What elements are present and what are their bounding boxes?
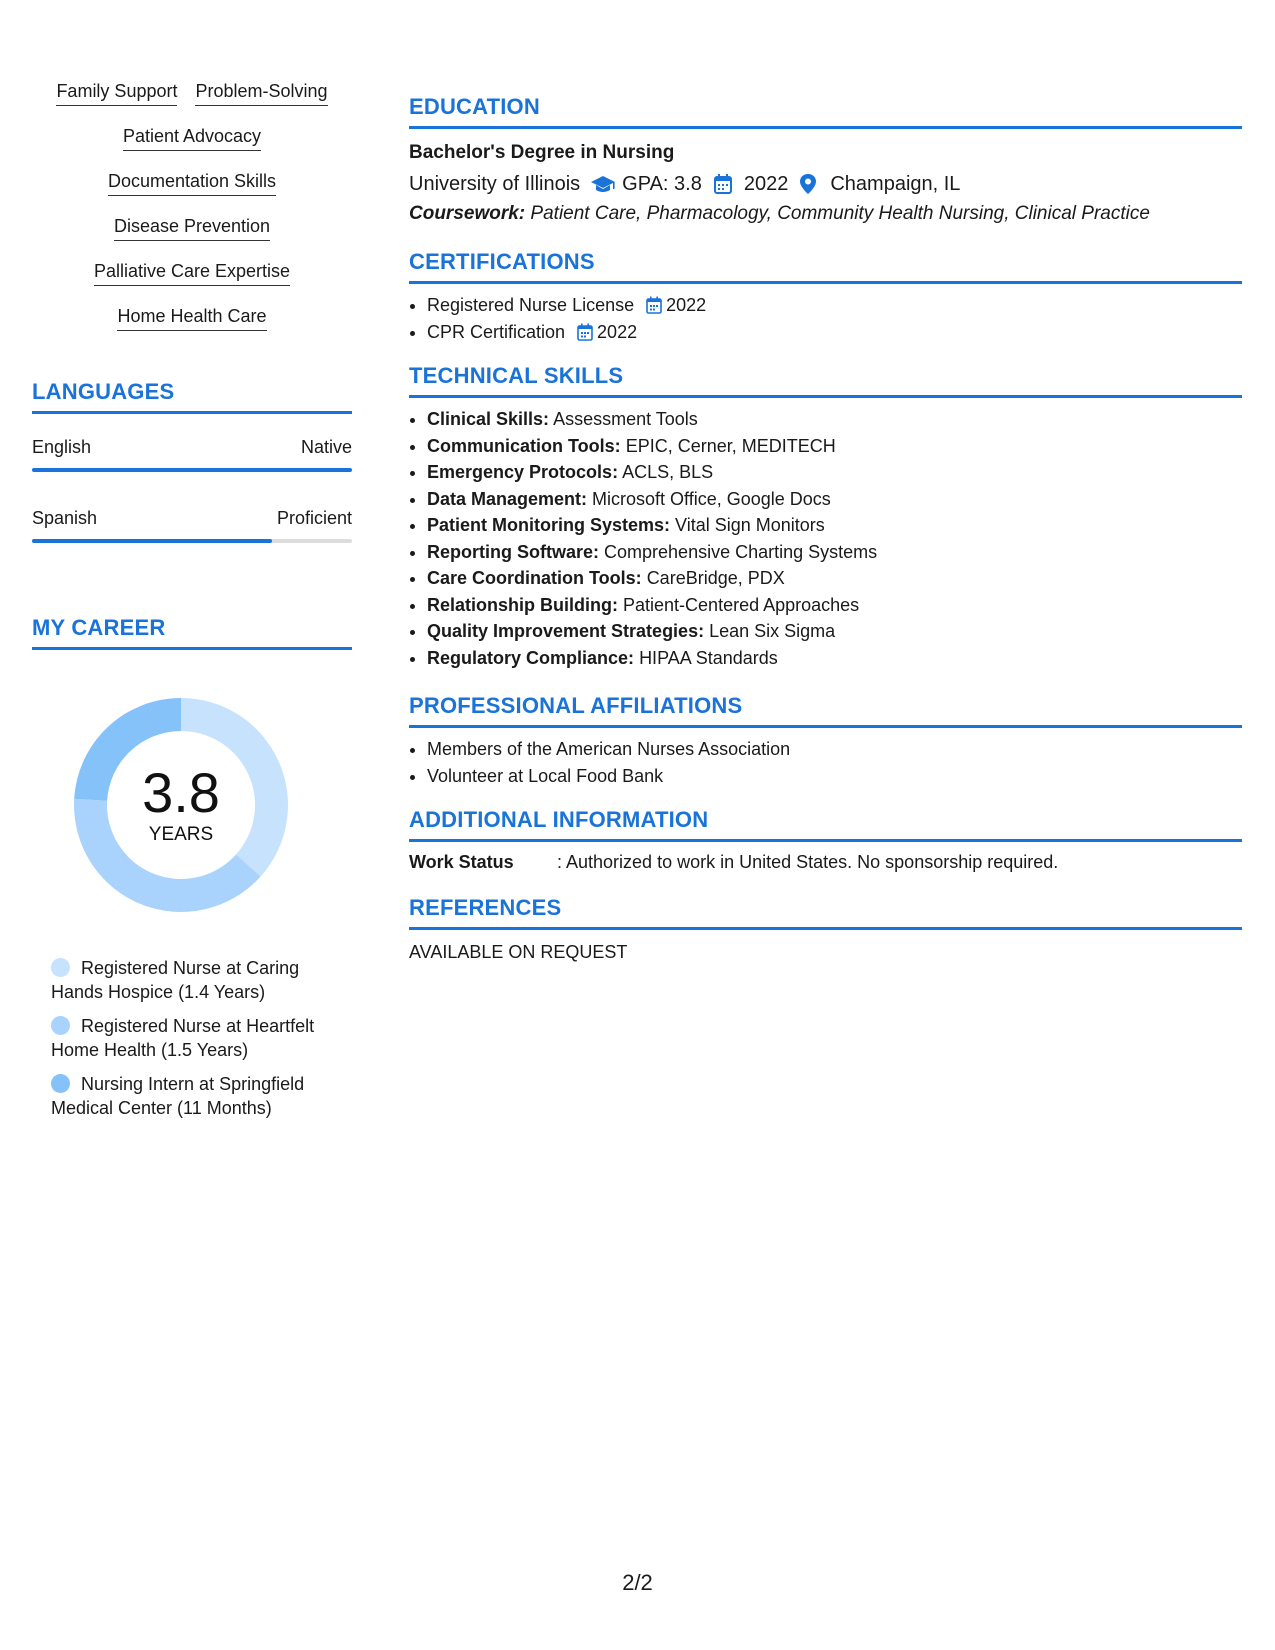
career-donut-chart — [66, 690, 296, 920]
skill-value: Lean Six Sigma — [709, 621, 836, 641]
certification-name: Registered Nurse License — [427, 295, 635, 315]
career-legend-item — [51, 1014, 331, 1062]
language-name: Spanish — [32, 508, 98, 528]
technical-skill-item — [427, 406, 1242, 433]
certifications-title: CERTIFICATIONS — [409, 249, 1242, 284]
career-label: Nursing Intern at Springfield Medical Center (11 Months) — [51, 1074, 305, 1118]
language-item — [32, 436, 352, 472]
skill-category: Communication Tools: — [427, 435, 621, 456]
legend-dot — [51, 958, 70, 977]
career-legend — [51, 956, 331, 1120]
skill-tag: Palliative Care Expertise — [94, 260, 290, 286]
skill-tag: Home Health Care — [117, 305, 266, 331]
affiliation-item: • Volunteer at Local Food Bank — [427, 763, 1242, 790]
education-meta — [409, 171, 1242, 197]
technical-skill-item — [427, 565, 1242, 592]
skill-value: Microsoft Office, Google Docs — [592, 488, 831, 509]
language-level: Proficient — [276, 508, 352, 528]
additional-info-title: ADDITIONAL INFORMATION — [409, 807, 1242, 842]
certification-item — [427, 319, 1242, 346]
certification-item — [427, 292, 1242, 319]
technical-skill-item — [427, 645, 1242, 672]
references-text: AVAILABLE ON REQUEST — [409, 942, 628, 962]
page-number: 2/2 — [622, 1570, 653, 1595]
certification-name: CPR Certification — [427, 321, 566, 342]
certifications-section — [409, 249, 1242, 345]
technical-skill-item — [427, 486, 1242, 513]
technical-skill-item — [427, 592, 1242, 619]
skill-tag: Documentation Skills — [108, 170, 276, 196]
location-pin-icon — [798, 173, 822, 195]
language-level-fill — [32, 468, 352, 472]
coursework-label: Coursework: — [409, 203, 526, 224]
affiliations-title: PROFESSIONAL AFFILIATIONS — [409, 693, 1242, 728]
location: Champaign, IL — [830, 173, 961, 195]
calendar-icon — [577, 322, 593, 340]
skill-category: Relationship Building: — [427, 594, 618, 615]
degree: Bachelor's Degree in Nursing — [409, 142, 675, 163]
career-legend-item — [51, 1072, 331, 1120]
career-total: 3.8 — [142, 761, 220, 824]
education-section — [409, 94, 1242, 227]
skill-category: Patient Monitoring Systems: — [427, 515, 671, 535]
right-column — [409, 94, 1242, 977]
skill-category: Clinical Skills: — [427, 409, 550, 429]
career-legend-item — [51, 956, 331, 1004]
language-item — [32, 507, 352, 543]
technical-skills-title: TECHNICAL SKILLS — [409, 363, 1242, 398]
skill-category: Data Management: — [427, 488, 588, 509]
skill-category: Quality Improvement Strategies: — [427, 621, 705, 641]
career-section — [32, 615, 352, 1120]
skill-category: Care Coordination Tools: — [427, 568, 642, 588]
school: University of Illinois — [409, 173, 581, 195]
language-level: Native — [300, 437, 352, 457]
coursework-list: Patient Care, Pharmacology, Community Health Nursing, Clinical Practice — [530, 203, 1150, 224]
skill-tag: Problem-Solving — [195, 80, 327, 106]
work-status-label: Work Status — [409, 852, 514, 872]
skill-value: CareBridge, PDX — [646, 568, 785, 588]
references-section — [409, 895, 1242, 963]
legend-dot — [51, 1016, 70, 1035]
technical-skill-item — [427, 539, 1242, 566]
language-level-bar — [32, 468, 352, 472]
skill-tag: Disease Prevention — [114, 215, 270, 241]
education-title: EDUCATION — [409, 94, 1242, 129]
skills-list — [32, 80, 352, 331]
skill-value: Assessment Tools — [553, 409, 698, 429]
career-title: MY CAREER — [32, 615, 352, 650]
language-level-bar — [32, 539, 352, 543]
technical-skill-item — [427, 459, 1242, 486]
coursework — [409, 201, 1242, 227]
graduation-year: 2022 — [743, 173, 789, 195]
technical-skill-item — [427, 618, 1242, 645]
technical-skills-section — [409, 363, 1242, 671]
technical-skill-item — [427, 512, 1242, 539]
skill-tag: Patient Advocacy — [123, 125, 261, 151]
additional-info-section — [409, 807, 1242, 873]
skill-value: Vital Sign Monitors — [675, 515, 825, 535]
career-label: Registered Nurse at Heartfelt Home Health (1.5 Years) — [51, 1016, 315, 1060]
languages-title: LANGUAGES — [32, 379, 352, 414]
calendar-icon — [646, 295, 662, 313]
skill-value: Comprehensive Charting Systems — [604, 541, 878, 562]
affiliation-item: • Members of the American Nurses Association — [427, 736, 1242, 763]
skill-category: Reporting Software: — [427, 541, 600, 562]
references-title: REFERENCES — [409, 895, 1242, 930]
certification-year: 2022 — [597, 321, 638, 342]
languages-section — [32, 379, 352, 543]
career-label: Registered Nurse at Caring Hands Hospice (1.4 Years) — [51, 958, 300, 1002]
skill-category: Regulatory Compliance: — [427, 647, 635, 668]
legend-dot — [51, 1074, 70, 1093]
skill-value: ACLS, BLS — [622, 462, 714, 482]
affiliations-section — [409, 693, 1242, 789]
left-column — [32, 80, 352, 1130]
graduation-cap-icon — [590, 173, 614, 195]
language-level-fill — [32, 539, 272, 543]
skill-category: Emergency Protocols: — [427, 462, 619, 482]
gpa: GPA: 3.8 — [622, 173, 702, 195]
certification-year: 2022 — [666, 295, 707, 315]
work-status-value: : Authorized to work in United States. No sponsorship required. — [557, 852, 1059, 872]
skill-value: HIPAA Standards — [639, 647, 778, 668]
career-unit: YEARS — [148, 824, 214, 845]
skill-value: Patient-Centered Approaches — [623, 594, 860, 615]
work-status-row — [409, 851, 1242, 873]
skill-value: EPIC, Cerner, MEDITECH — [625, 435, 836, 456]
language-name: English — [32, 437, 92, 457]
skill-tag: Family Support — [56, 80, 177, 106]
calendar-icon — [712, 173, 736, 195]
technical-skill-item — [427, 433, 1242, 460]
